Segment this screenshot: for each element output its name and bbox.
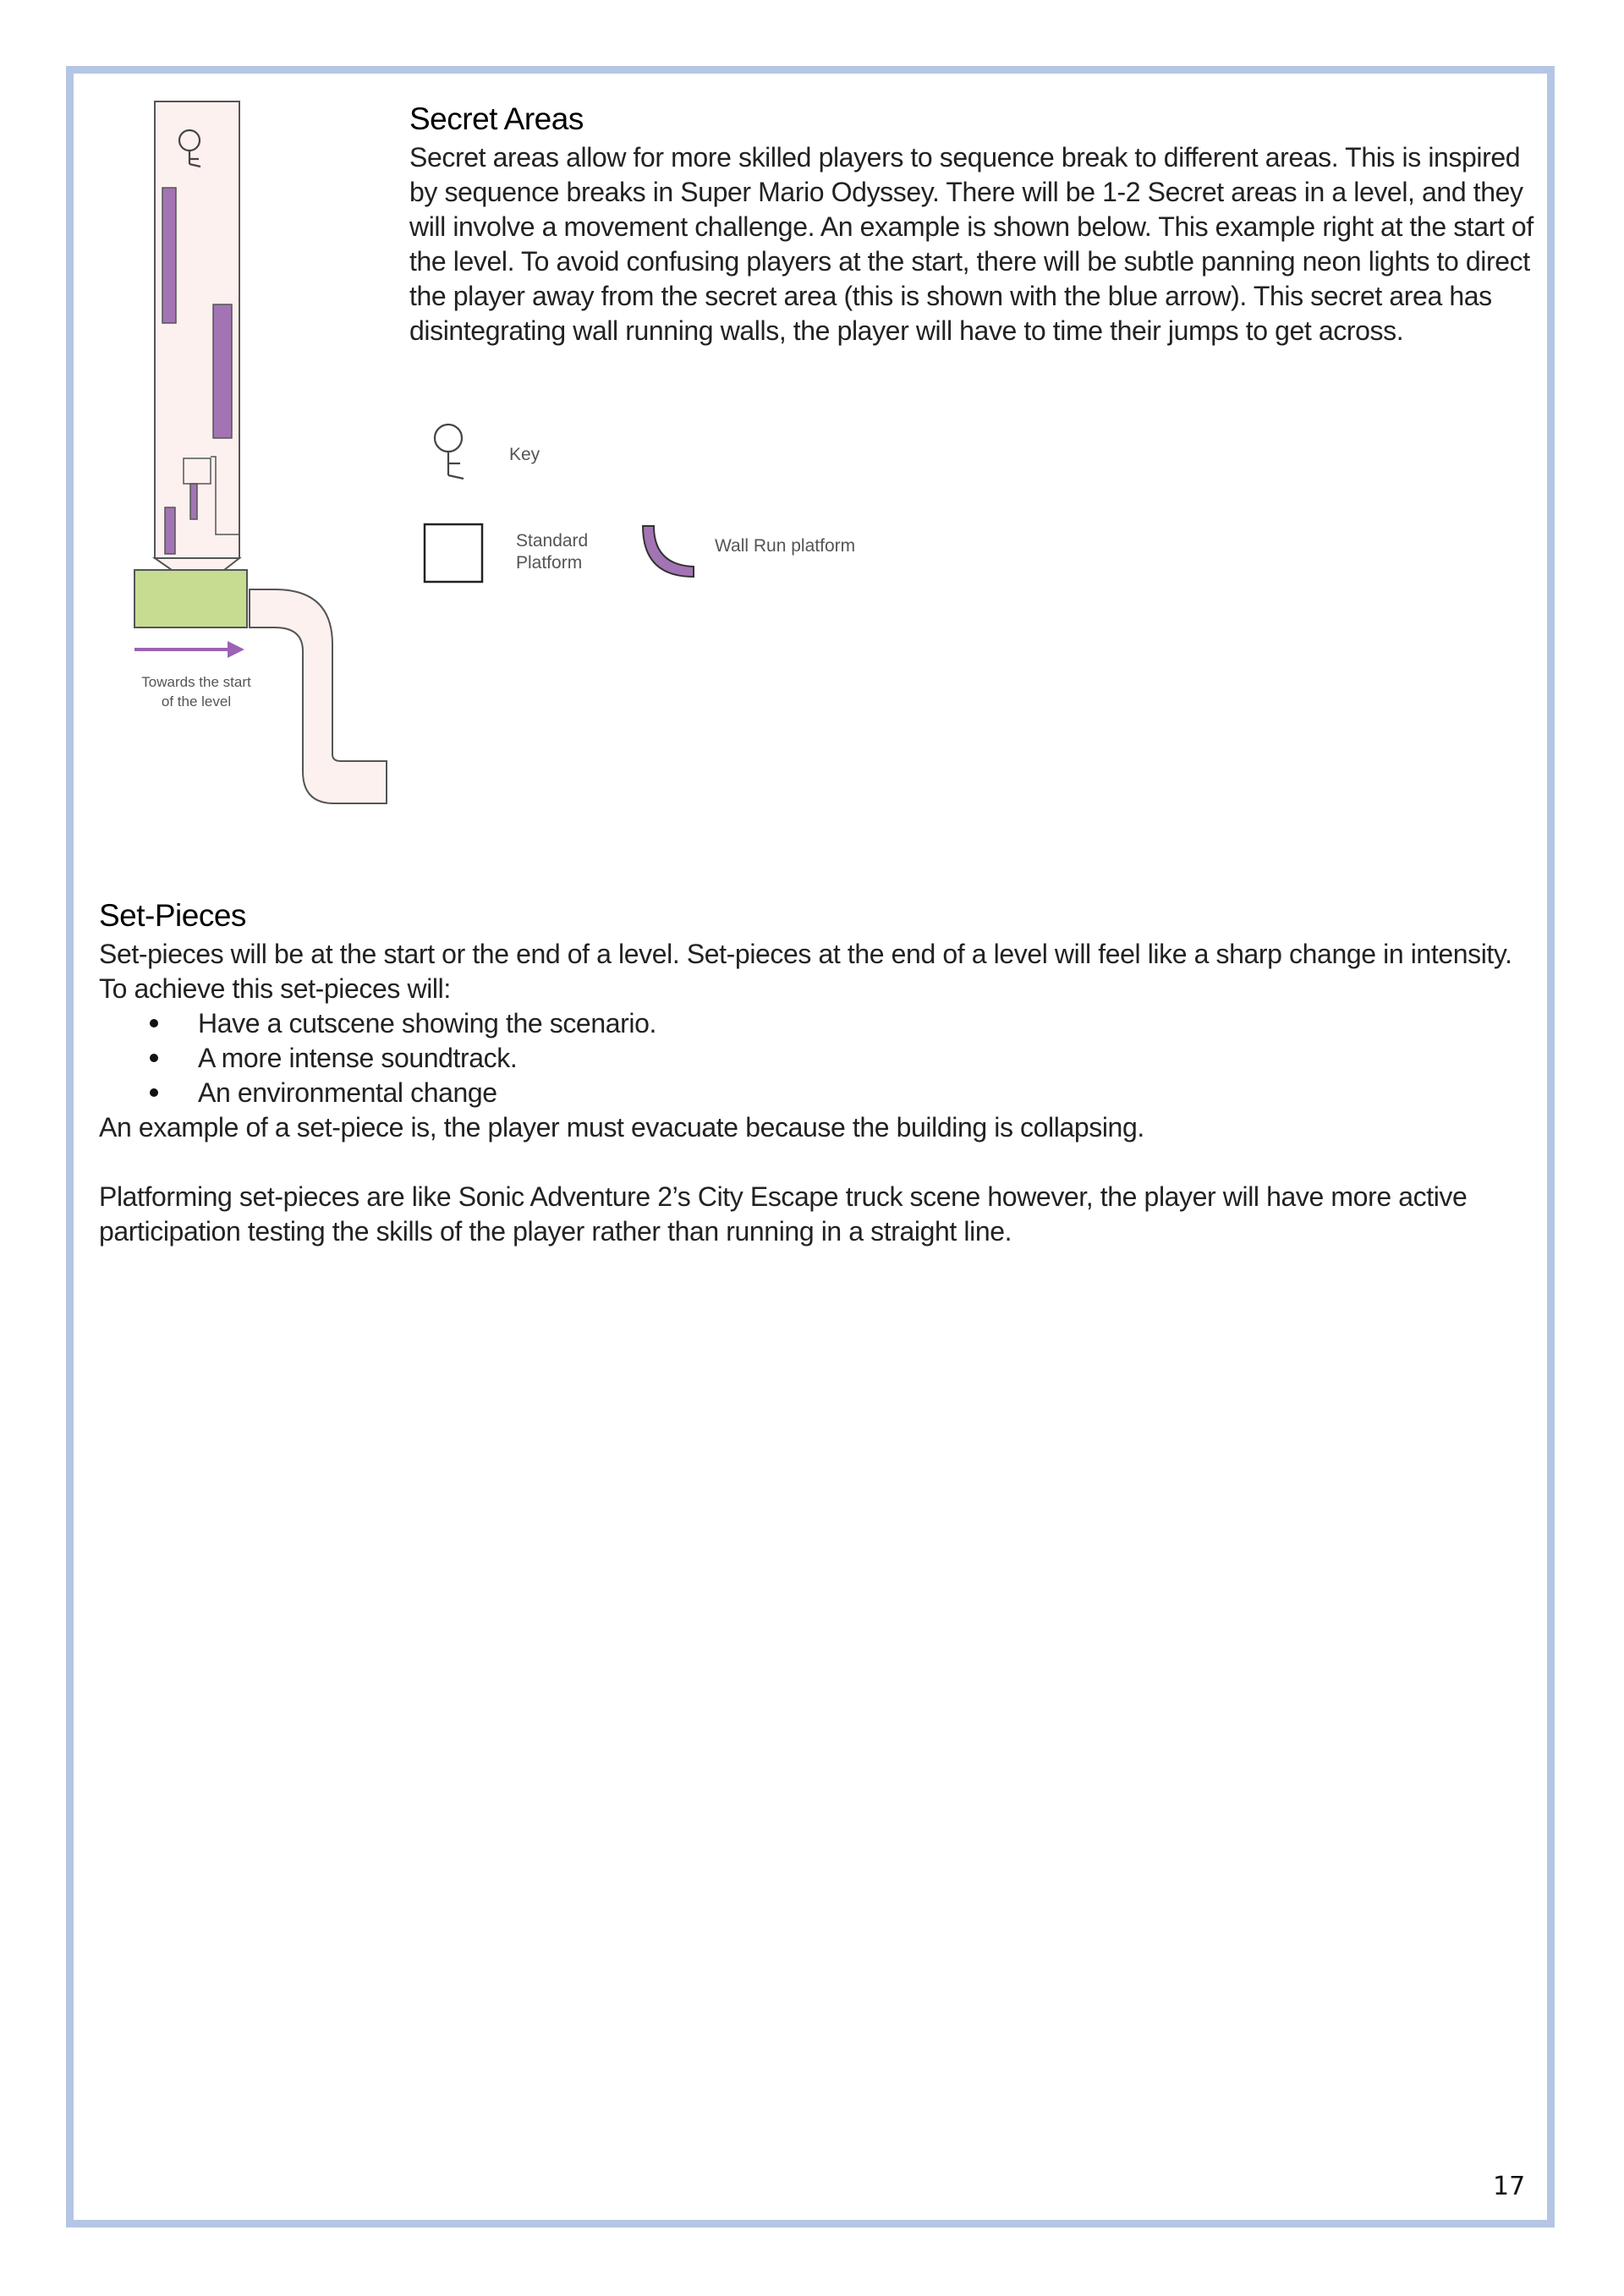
- tower-connector: [155, 558, 239, 570]
- set-pieces-title: Set-Pieces: [99, 898, 246, 933]
- set-pieces-bullet-list: [99, 1006, 1452, 1110]
- secret-areas-body: Secret areas allow for more skilled players to sequence break to different areas. This is inspired by sequence breaks in Super Mario Odyssey. There will be 1-2 Secret areas in a level, and they will involve a movement challenge. An example is shown below. This example right at the start of the level. To avoid confusing players at the start, there will be subtle panning neon lights to direct the player away from the secret area (this is shown with the blue arrow). This secret area has disintegrating wall running walls, the player will have to time their jumps to get across.: [409, 142, 1533, 346]
- standard-platform: [134, 570, 247, 627]
- map-caption-line2: of the level: [161, 693, 232, 710]
- diagram-legend: [414, 414, 888, 609]
- legend-wall-run-label: Wall Run platform: [715, 536, 856, 556]
- secret-areas-title: Secret Areas: [409, 101, 584, 136]
- page-number: 17: [1493, 2172, 1526, 2201]
- legend-key-label: Key: [509, 445, 540, 464]
- list-item: An environmental change: [99, 1076, 1452, 1110]
- standard-platform-icon: [425, 524, 482, 582]
- set-pieces-comparison: Platforming set-pieces are like Sonic Adventure 2’s City Escape truck scene however, the player will have more active participation testing the skills of the player rather than running in a straight line.: [99, 1181, 1468, 1247]
- set-pieces-example: An example of a set-piece is, the player must evacuate because the building is collapsing.: [99, 1112, 1144, 1143]
- corridor-path: [250, 589, 387, 803]
- level-map-diagram: [123, 95, 402, 814]
- list-item: A more intense soundtrack.: [99, 1041, 1452, 1076]
- legend-standard-line1: Standard: [516, 531, 589, 551]
- key-icon: [435, 425, 464, 479]
- wall-run-platform-icon: [643, 526, 694, 577]
- list-item: Have a cutscene showing the scenario.: [99, 1006, 1452, 1041]
- neon-direction-arrow: [134, 641, 244, 658]
- legend-standard-line2: Platform: [516, 553, 583, 573]
- map-caption-line1: Towards the start: [141, 674, 251, 690]
- set-pieces-intro: Set-pieces will be at the start or the end of a level. Set-pieces at the end of a level will feel like a sharp change in intensity. To achieve this set-pieces will:: [99, 939, 1512, 1004]
